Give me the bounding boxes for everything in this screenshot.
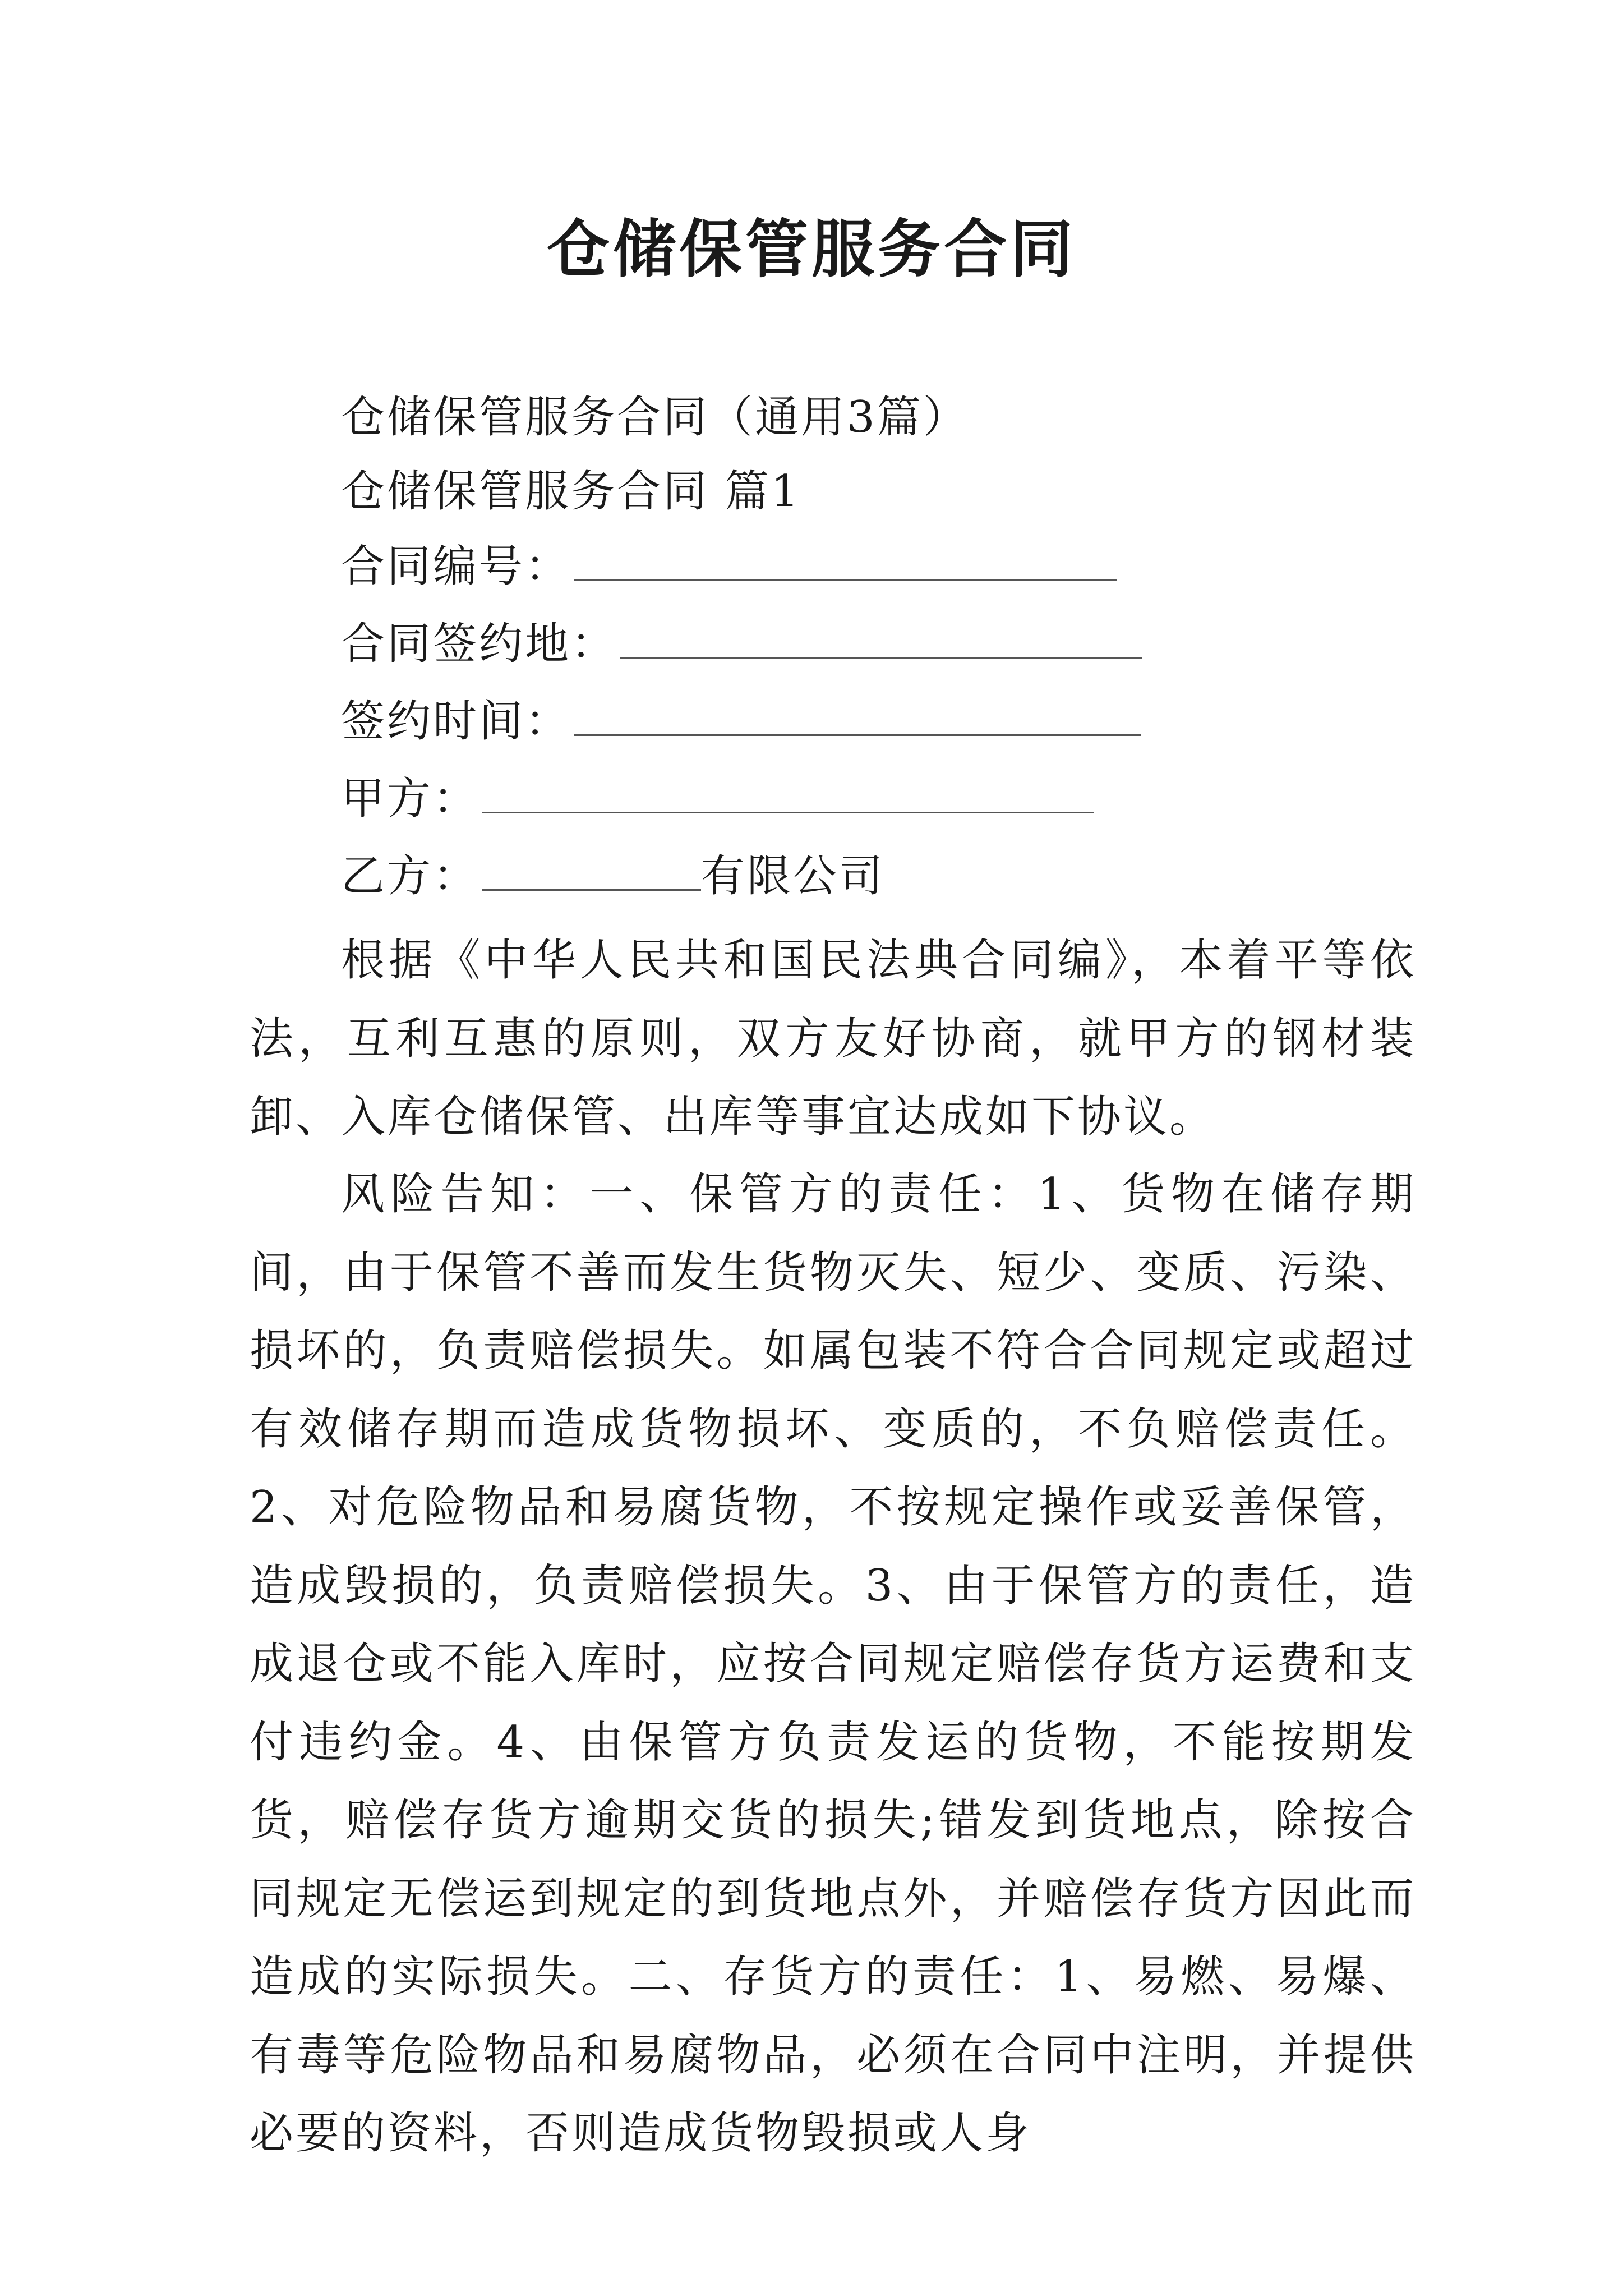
sign-time-blank: [574, 701, 1141, 736]
paragraph-risk-notice: 风险告知：一、保管方的责任：1、货物在储存期间，由于保管不善而发生货物灭失、短少、变质、污染、损坏的，负责赔偿损失。如属包装不符合合同规定或超过有效储存期而造成货物损坏、变质的，不负赔偿责任。2、对危险物品和易腐货物，不按规定操作或妥善保管，造成毁损的，负责赔偿损失。3、由于保管方的责任，造成退仓或不能入库时，应按合同规定赔偿存货方运费和支付违约金。4、由保管方负责发运的货物，不能按期发货，赔偿存货方逾期交货的损失;错发到货地点，除按合同规定无偿运到规定的到货地点外，并赔偿存货方因此而造成的实际损失。二、存货方的责任：1、易燃、易爆、有毒等危险物品和易腐物品，必须在合同中注明，并提供必要的资料，否则造成货物毁损或人身: [250, 1169, 1416, 2159]
contract-number-row: [341, 539, 1117, 595]
contract-number-blank: [574, 546, 1117, 581]
party-b-row: [341, 848, 885, 904]
sign-place-blank: [620, 623, 1142, 659]
sign-time-label: 签约时间：: [341, 696, 571, 747]
party-b-blank: [482, 855, 701, 891]
party-a-row: [341, 771, 1094, 827]
section-heading: 仓储保管服务合同 篇1: [341, 466, 801, 517]
party-a-blank: [482, 778, 1094, 813]
paragraph-intro: 根据《中华人民共和国民法典合同编》，本着平等依法，互利互惠的原则，双方友好协商，就甲方的钢材装卸、入库仓储保管、出库等事宜达成如下协议。: [250, 935, 1416, 1142]
contract-number-label: 合同编号：: [341, 541, 571, 592]
party-b-label: 乙方：: [341, 851, 479, 901]
sign-place-row: [341, 616, 1142, 672]
sign-place-label: 合同签约地：: [341, 619, 617, 669]
party-b-suffix: 有限公司: [701, 851, 886, 901]
party-a-label: 甲方：: [341, 774, 479, 824]
document-subtitle: 仓储保管服务合同（通用3篇）: [341, 392, 969, 443]
sign-time-row: [341, 693, 1141, 749]
document-title: 仓储保管服务合同: [547, 213, 1076, 286]
